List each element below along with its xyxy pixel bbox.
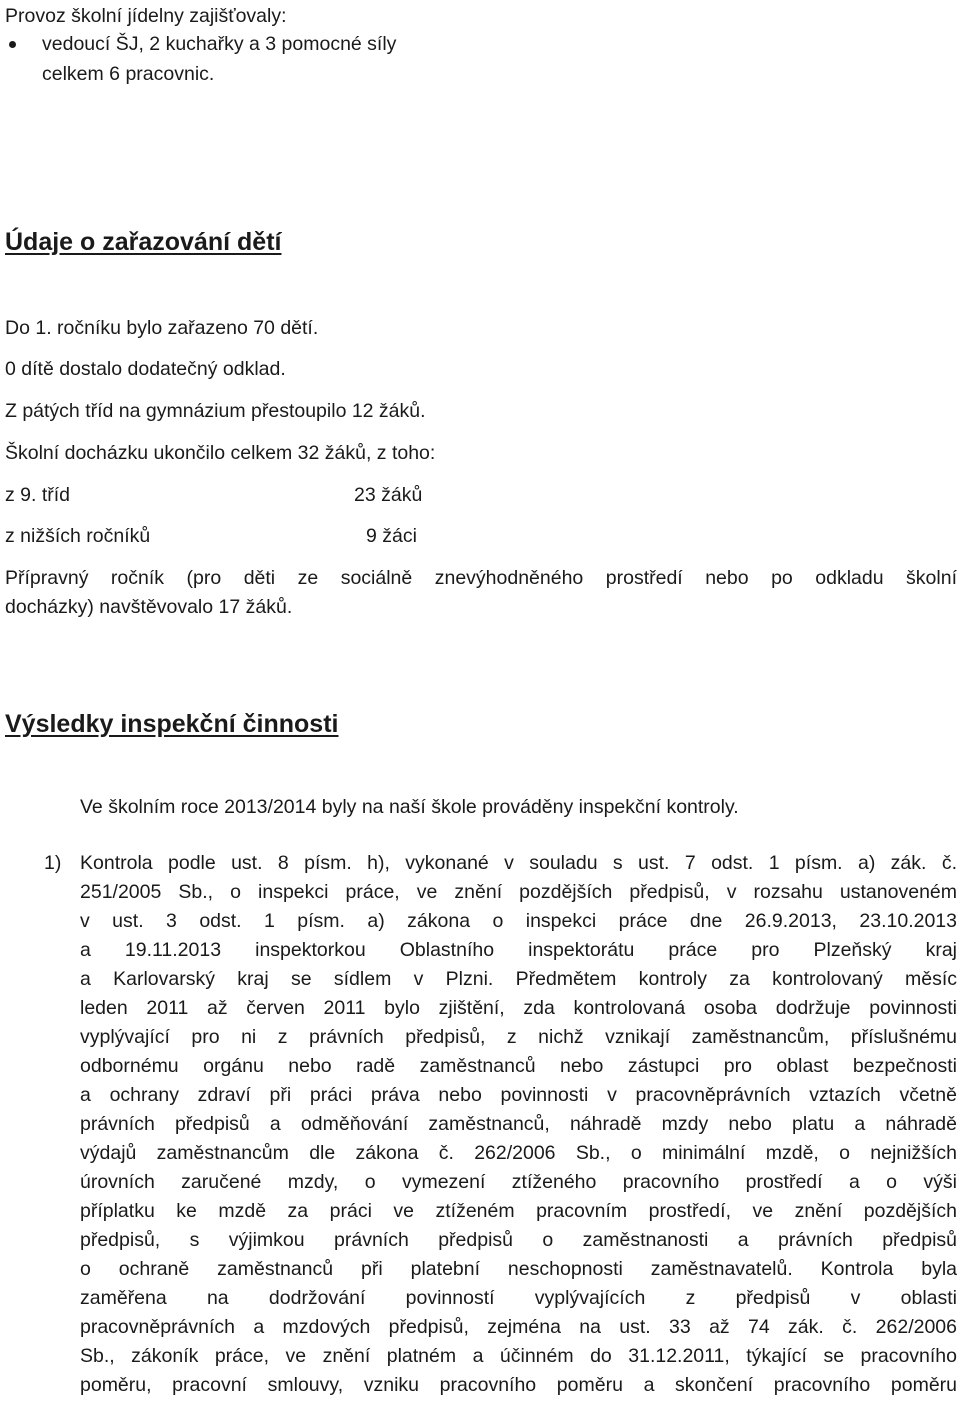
paragraph-line: Kontrola podle ust. 8 písm. h), vykonané v souladu s ust. 7 odst. 1 písm. a) zák. č. bbox=[80, 852, 957, 874]
paragraph-line: leden 2011 až červen 2011 bylo zjištění, zda kontrolovaná osoba dodržuje povinnosti bbox=[80, 997, 957, 1019]
enrollment-line: Do 1. ročníku bylo zařazeno 70 dětí. bbox=[5, 317, 319, 339]
enrollment-heading: Údaje o zařazování dětí bbox=[5, 228, 282, 256]
paragraph-line: docházky) navštěvovalo 17 žáků. bbox=[5, 596, 293, 618]
preparatory-paragraph bbox=[5, 564, 957, 622]
staffing-intro: Provoz školní jídelny zajišťovaly: bbox=[5, 5, 287, 27]
paragraph-line: Přípravný ročník (pro děti ze sociálně znevýhodněného prostředí nebo po odkladu školní bbox=[5, 567, 957, 589]
inspection-intro: Ve školním roce 2013/2014 byly na naší škole prováděny inspekční kontroly. bbox=[80, 796, 739, 818]
list-item-number: 1) bbox=[44, 852, 62, 874]
paragraph-line: zaměřena na dodržování povinností vyplývajících z předpisů v oblasti bbox=[80, 1287, 957, 1309]
paragraph-line: o ochraně zaměstnanců při platební neschopnosti zaměstnavatelů. Kontrola byla bbox=[80, 1258, 957, 1280]
breakdown-label: z nižších ročníků bbox=[5, 525, 151, 547]
paragraph-line: úrovních zaručené mzdy, o vymezení ztíženého pracovního prostředí a o výši bbox=[80, 1171, 957, 1193]
paragraph-line: Sb., zákoník práce, ve znění platném a účinném do 31.12.2011, týkající se pracovního bbox=[80, 1345, 957, 1367]
inspection-item-paragraph bbox=[80, 849, 957, 1400]
inspection-heading: Výsledky inspekční činnosti bbox=[5, 710, 339, 738]
breakdown-value: 9 žáci bbox=[366, 525, 417, 547]
enrollment-line: Z pátých tříd na gymnázium přestoupilo 12 žáků. bbox=[5, 400, 426, 422]
paragraph-line: poměru, pracovní smlouvy, vzniku pracovního poměru a skončení pracovního poměru bbox=[80, 1374, 957, 1396]
paragraph-line: a ochrany zdraví při práci práva nebo povinnosti v pracovněprávních vztazích včetně bbox=[80, 1084, 957, 1106]
paragraph-line: vyplývající pro ni z právních předpisů, z nichž vznikají zaměstnancům, příslušnému bbox=[80, 1026, 957, 1048]
paragraph-line: příplatku ke mzdě za práci ve ztíženém pracovním prostředí, ve znění pozdějších bbox=[80, 1200, 957, 1222]
paragraph-line: 251/2005 Sb., o inspekci práce, ve znění pozdějších předpisů, v rozsahu ustanoveném bbox=[80, 881, 957, 903]
bullet-icon bbox=[9, 41, 16, 48]
paragraph-line: a Karlovarský kraj se sídlem v Plzni. Předmětem kontroly za kontrolovaný měsíc bbox=[80, 968, 957, 990]
paragraph-line: právních předpisů a odměňování zaměstnanců, náhradě mzdy nebo platu a náhradě bbox=[80, 1113, 957, 1135]
paragraph-line: odbornému orgánu nebo radě zaměstnanců nebo zástupci pro oblast bezpečnosti bbox=[80, 1055, 957, 1077]
paragraph-line: v ust. 3 odst. 1 písm. a) zákona o inspekci práce dne 26.9.2013, 23.10.2013 bbox=[80, 910, 957, 932]
paragraph-line: výdajů zaměstnancům dle zákona č. 262/2006 Sb., o minimální mzdě, o nejnižších bbox=[80, 1142, 957, 1164]
breakdown-label: z 9. tříd bbox=[5, 484, 71, 506]
enrollment-line: Školní docházku ukončilo celkem 32 žáků, z toho: bbox=[5, 442, 436, 464]
breakdown-value: 23 žáků bbox=[354, 484, 423, 506]
paragraph-line: předpisů, s výjimkou právních předpisů o zaměstnanosti a právních předpisů bbox=[80, 1229, 957, 1251]
staffing-bullet: vedoucí ŠJ, 2 kuchařky a 3 pomocné síly bbox=[42, 33, 397, 55]
paragraph-line: pracovněprávních a mzdových předpisů, zejména na ust. 33 až 74 zák. č. 262/2006 bbox=[80, 1316, 957, 1338]
paragraph-line: a 19.11.2013 inspektorkou Oblastního inspektorátu práce pro Plzeňský kraj bbox=[80, 939, 957, 961]
enrollment-line: 0 dítě dostalo dodatečný odklad. bbox=[5, 358, 286, 380]
staffing-continuation: celkem 6 pracovnic. bbox=[42, 63, 215, 85]
